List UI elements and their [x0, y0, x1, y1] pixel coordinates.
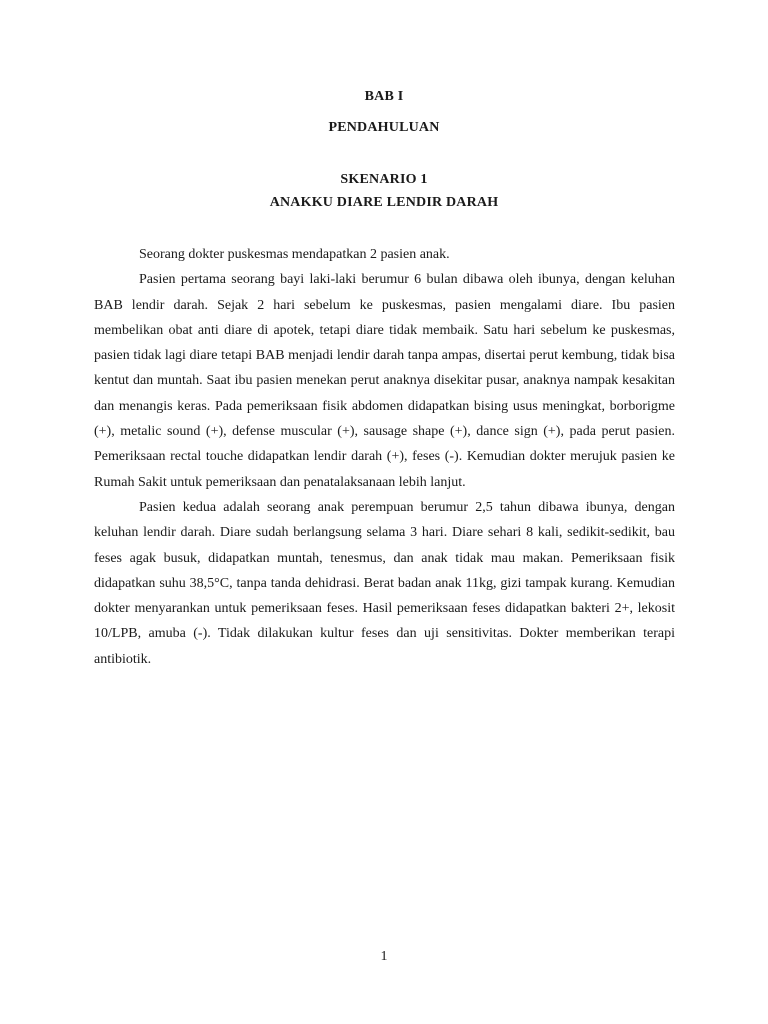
- paragraph-first-patient: Pasien pertama seorang bayi laki-laki berumur 6 bulan dibawa oleh ibunya, dengan keluhan BAB lendir darah. Sejak 2 hari sebelum ke puskesmas, pasien mengalami diare. Ibu pasien membelikan obat anti diare di apotek, tetapi diare tidak membaik. Satu hari sebelum ke puskesmas, pasien tidak lagi diare tetapi BAB menjadi lendir darah tanpa ampas, disertai perut kembung, tidak bisa kentut dan muntah. Saat ibu pasien menekan perut anaknya disekitar pusar, anaknya nampak kesakitan dan menangis keras. Pada pemeriksaan fisik abdomen didapatkan bising usus meningkat, borborigme (+), metalic sound (+), defense muscular (+), sausage shape (+), dance sign (+), pada perut pasien. Pemeriksaan rectal touche didapatkan lendir darah (+), feses (-). Kemudian dokter merujuk pasien ke Rumah Sakit untuk pemeriksaan dan penatalaksanaan lebih lanjut.: [94, 272, 675, 490]
- paragraph-second-patient: Pasien kedua adalah seorang anak perempuan berumur 2,5 tahun dibawa ibunya, dengan keluhan lendir darah. Diare sudah berlangsung selama 3 hari. Diare sehari 8 kali, sedikit-sedikit, bau feses agak busuk, didapatkan muntah, tenesmus, dan anak tidak mau makan. Pemeriksaan fisik didapatkan suhu 38,5°C, tanpa tanda dehidrasi. Berat badan anak 11kg, gizi tampak kurang. Kemudian dokter menyarankan untuk pemeriksaan feses. Hasil pemeriksaan feses didapatkan bakteri 2+, lekosit 10/LPB, amuba (-). Tidak dilakukan kultur feses dan uji sensitivitas. Dokter memberikan terapi antibiotik.: [94, 499, 675, 667]
- chapter-title: PENDAHULUAN: [328, 120, 440, 135]
- page-number: 1: [380, 949, 388, 964]
- paragraph-intro: Seorang dokter puskesmas mendapatkan 2 pasien anak.: [139, 247, 450, 262]
- body-text: [94, 242, 675, 672]
- scenario-title: ANAKKU DIARE LENDIR DARAH: [269, 195, 499, 210]
- chapter-heading: BAB I: [364, 89, 404, 104]
- scenario-label: SKENARIO 1: [340, 172, 428, 187]
